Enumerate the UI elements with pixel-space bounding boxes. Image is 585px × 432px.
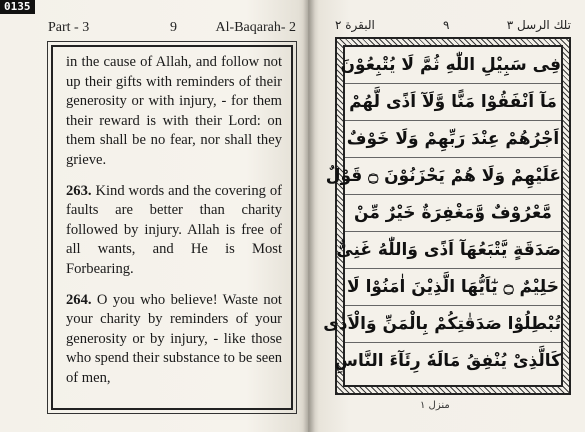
translation-paragraph: [66, 53, 282, 171]
left-page-header: [48, 20, 296, 38]
surah-label-arabic: البقرة ٢: [335, 18, 375, 32]
arabic-line: مَّعْرُوْفٌ وَّمَغْفِرَةٌ خَيْرٌ مِّنْ: [345, 195, 561, 232]
translation-box: [47, 41, 297, 414]
surah-label: Al-Baqarah- 2: [215, 20, 296, 35]
manzil-footer: منزل ١: [420, 400, 450, 411]
arabic-line: صَدَقَةٍ يَّتْبَعُهَآ اَذًى وَاللّٰهُ غَنِىٌّ: [345, 232, 561, 269]
book-gutter: [303, 0, 315, 432]
page-number-arabic: ٩: [443, 18, 450, 32]
part-label-arabic: تلك الرسل ٣: [506, 18, 571, 32]
verse-text: Kind words and the covering of faults are better than charity followed by injury. Allah is free of all wants, and He is Most Forbearing.: [66, 182, 282, 277]
arabic-line: تُبْطِلُوْا صَدَقٰتِكُمْ بِالْمَنِّ وَالْاَذٰى: [345, 306, 561, 343]
arabic-text-panel: [323, 45, 563, 387]
arabic-line: عَلَيْهِمْ وَلَا هُمْ يَحْزَنُوْنَ ۝ قَوْلٌ: [345, 158, 561, 195]
arabic-text-frame: [323, 37, 571, 395]
translation-paragraph: [66, 291, 282, 389]
arabic-line: مَآ اَنْفَقُوْا مَنًّا وَّلَآ اَذًى لَّهُمْ: [345, 84, 561, 121]
arabic-line: اَجْرُهُمْ عِنْدَ رَبِّهِمْ وَلَا خَوْفٌ: [345, 121, 561, 158]
right-page-header: [335, 18, 571, 38]
part-label: Part - 3: [48, 20, 90, 35]
page-id-tag: 0135: [0, 0, 35, 14]
verse-text: in the cause of Allah, and follow not up their gifts with reminders of their generosity or with injury, - for them their reward is with their Lord: on them shall be no fear, nor shall they grieve.: [66, 54, 282, 168]
arabic-line: فِى سَبِيْلِ اللّٰهِ ثُمَّ لَا يُتْبِعُوْنَ: [345, 47, 561, 84]
translation-paragraph: [66, 182, 282, 280]
verse-number: 263.: [66, 182, 92, 199]
arabic-line: حَلِيْمٌ ۝ يٰٓاَيُّهَا الَّذِيْنَ اٰمَنُوْا لَا: [345, 269, 561, 306]
verse-text: O you who believe! Waste not your charity by reminders of your generosity or by injury, - like those who spend their substance to be seen of men,: [66, 291, 282, 386]
verse-number: 264.: [66, 291, 92, 308]
page-number: 9: [170, 20, 177, 35]
translation-text: [51, 45, 293, 410]
arabic-line: كَالَّذِىْ يُنْفِقُ مَالَهٗ رِئَآءَ النَّاسِ: [334, 351, 561, 371]
